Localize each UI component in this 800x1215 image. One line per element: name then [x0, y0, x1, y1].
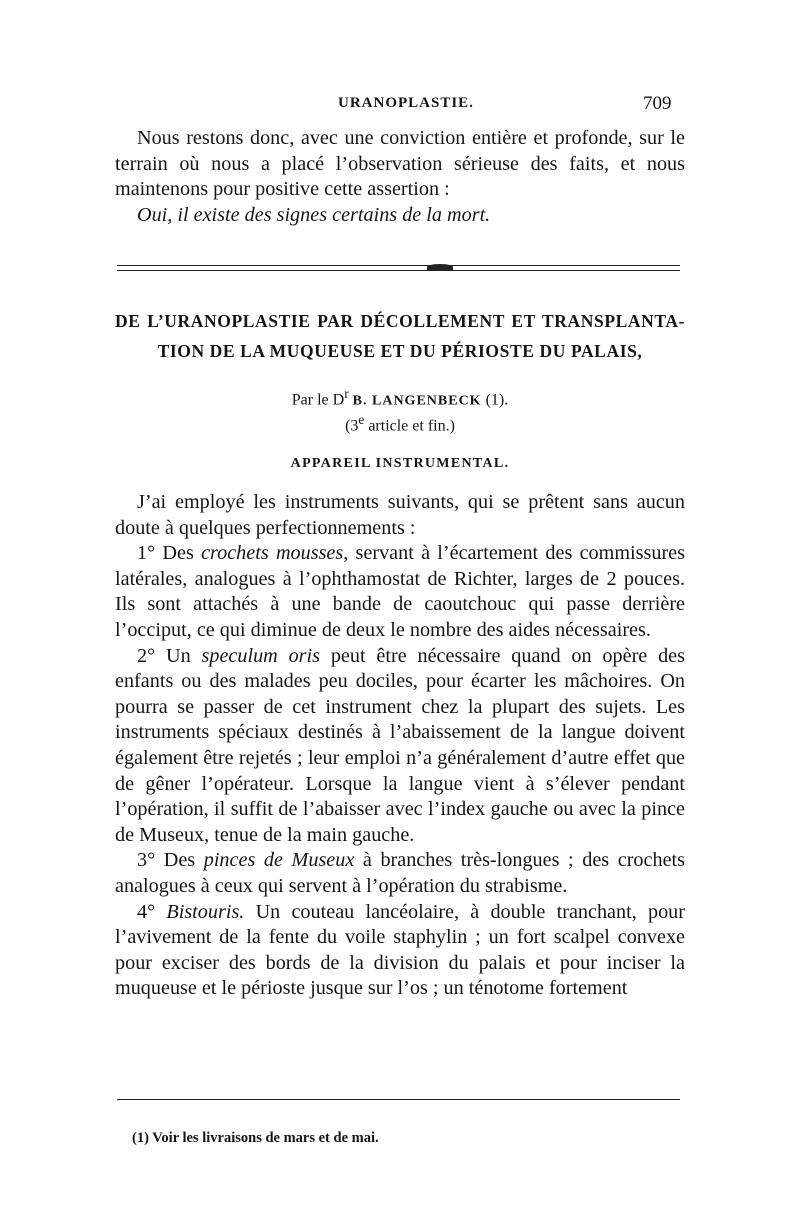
byline-sup: r: [344, 386, 349, 401]
item-text: à branches très-longues ; des crochets analogues à ceux qui servent à l’opération du strabisme.: [115, 849, 685, 897]
byline-prefix: Par le D: [291, 391, 345, 409]
paragraph-intro: J’ai employé les instruments suivants, qui se prêtent sans aucun doute à quelques perfectionnements :: [115, 491, 685, 539]
item-term: pinces de Museux: [203, 849, 355, 872]
page-number: 709: [643, 93, 672, 114]
item-number: 1° Des: [137, 542, 202, 565]
item-term: speculum oris: [201, 644, 320, 667]
footnote: (1) Voir les livraisons de mars et de mai.: [132, 1130, 379, 1146]
paragraph-item-3: [115, 848, 685, 899]
ornamental-divider: [117, 265, 680, 273]
article-title-line1: DE L’URANOPLASTIE PAR DÉCOLLEMENT ET TRANSPLANTA-: [115, 311, 685, 331]
paragraph-item-4: [115, 900, 685, 1002]
previous-article-ending: [115, 126, 685, 228]
article-part-note: [0, 412, 800, 435]
footnote-ref: (1).: [481, 391, 509, 409]
paragraph-item-1: [115, 541, 685, 643]
part-note-sup: e: [358, 412, 365, 427]
running-head-title: URANOPLASTIE.: [338, 95, 474, 111]
byline: [0, 384, 800, 411]
item-term: crochets mousses: [201, 542, 344, 565]
section-title: APPAREIL INSTRUMENTAL.: [290, 456, 510, 471]
item-text: peut être nécessaire quand on opère des enfants ou des malades peu dociles, pour écarter les mâchoires. On pourra se passer de cet instrument chez la plupart des sujets. Les instruments spéciaux destinés à l’abaissement de la langue doivent également être rejetés ; leur emploi n’a généralement d’autre effet que de gêner l’opérateur. Lorsque la langue vient à s’élever pendant l’opération, il suffit de l’abaisser avec l’index gauche ou avec la pince de Museux, tenue de la main gauche.: [115, 644, 685, 846]
closing-statement: Oui, il existe des signes certains de la mort.: [137, 203, 491, 226]
item-text: Un couteau lancéolaire, à double tranchant, pour l’avivement de la fente du voile staphylin ; un fort scalpel convexe pour exciser des bords de la division du palais et pour inciser la muqueuse et le périoste jusque sur l’os ; un ténotome fortement: [115, 900, 685, 1000]
running-head: [0, 95, 800, 119]
part-note-num: (3: [345, 417, 359, 435]
footnote-rule: [117, 1099, 680, 1100]
item-number: 2° Un: [137, 644, 202, 667]
item-term: Bistouris.: [166, 900, 245, 923]
closing-paragraph: Nous restons donc, avec une conviction entière et profonde, sur le terrain où nous a placé l’observation sérieuse des faits, et nous maintenons pour positive cette assertion :: [115, 127, 685, 201]
article-body: [115, 490, 685, 1002]
paragraph-item-2: [115, 644, 685, 849]
article-title-line2: TION DE LA MUQUEUSE ET DU PÉRIOSTE DU PALAIS,: [157, 341, 643, 361]
article-title: [115, 306, 685, 366]
author-name: B. LANGENBECK: [352, 393, 482, 409]
item-number: 3° Des: [137, 849, 204, 872]
item-text: , servant à l’écartement des commissures latérales, analogues à l’ophthamostat de Richter, larges de 2 pouces. Ils sont attachés à une bande de caoutchouc qui passe derrière l’occiput, ce qui diminue de deux le nombre des aides nécessaires.: [115, 542, 685, 641]
item-number: 4°: [137, 900, 167, 923]
part-note-rest: article et fin.): [364, 417, 455, 435]
